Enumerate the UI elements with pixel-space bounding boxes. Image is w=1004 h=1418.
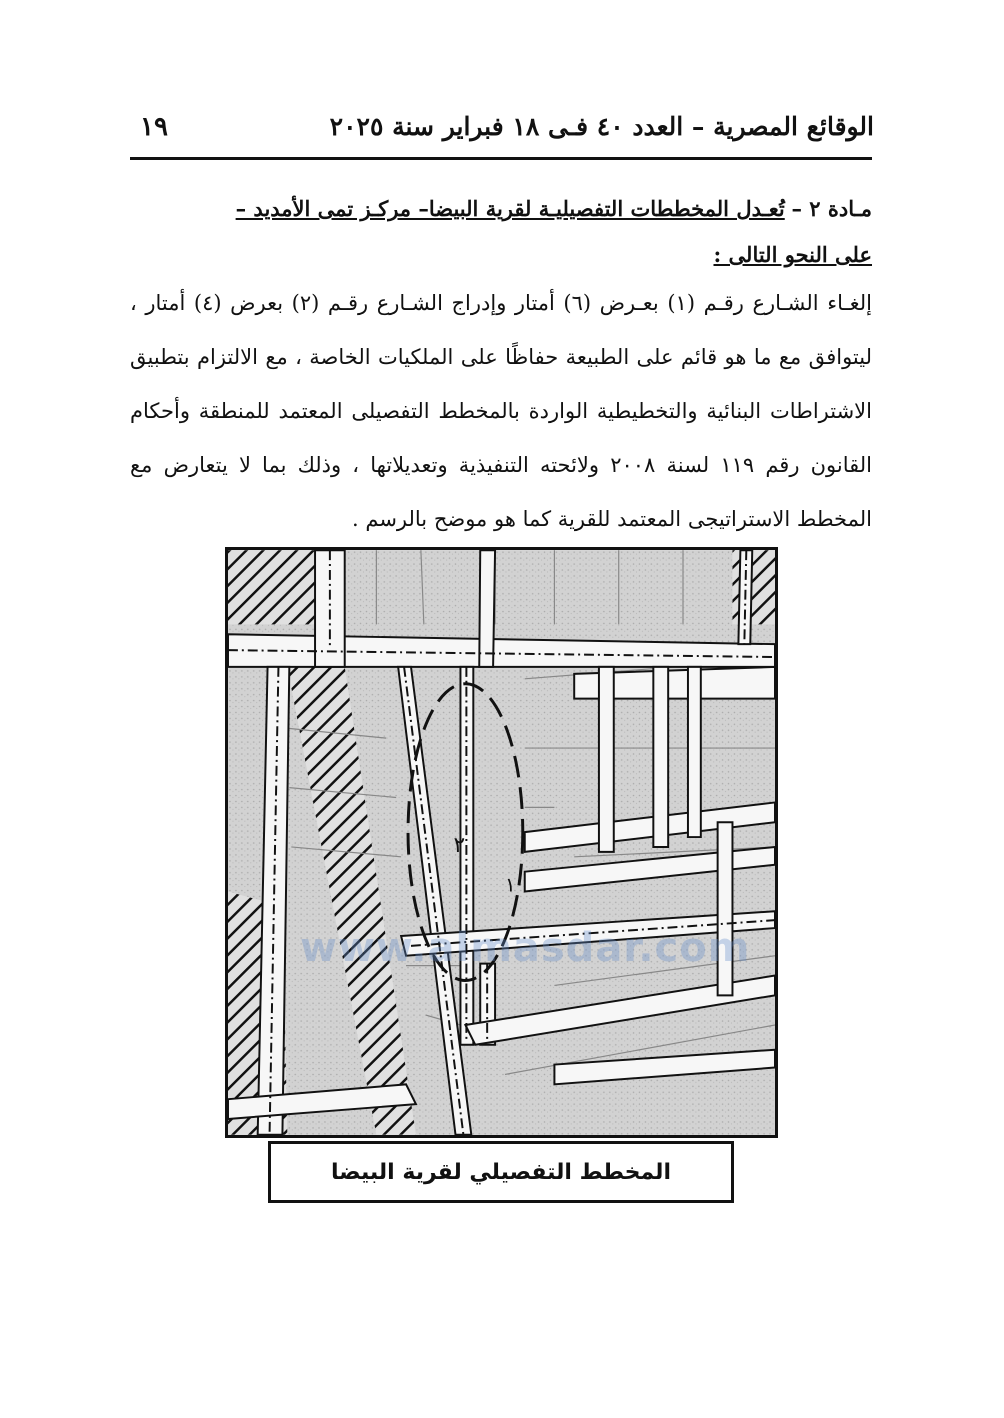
header-divider [130, 157, 872, 160]
street-label-1: ١ [504, 873, 516, 897]
article-line-1: تُعـدل المخططات التفصيليـة لقرية البيضا– مركـز تمى الأمديد – [235, 196, 785, 221]
article-line-2: على النحو التالى : [713, 242, 872, 267]
page-number: ١٩ [140, 112, 168, 142]
map-caption: المخطط التفصيلي لقرية البيضا [268, 1141, 734, 1203]
watermark-url: www.almasdar.com [300, 925, 751, 971]
article-heading [130, 186, 872, 278]
header-title: الوقائع المصرية – العدد ٤٠ فـى ١٨ فبراير سنة ٢٠٢٥ [329, 112, 874, 141]
detailed-plan-map [225, 547, 778, 1138]
article-label: مـادة ٢ – [791, 196, 872, 221]
article-body: إلغـاء الشـارع رقـم (١) بعـرض (٦) أمتار وإدراج الشـارع رقـم (٢) بعرض (٤) أمتار ، ليتوافق مع ما هو قائم على الطبيعة حفاظًا على الملكيات الخاصة ، مع الالتزام بتطبيق الاشتراطات البنائية والتخطيطية الواردة بالمخطط التفصيلى المعتمد للمنطقة وأحكام القانون رقم ١١٩ لسنة ٢٠٠٨ ولائحته التنفيذية وتعديلاتها ، وذلك بما لا يتعارض مع المخطط الاستراتيجى المعتمد للقرية كما هو موضح بالرسم . [130, 291, 872, 531]
street-label-2: ٢ [453, 832, 466, 858]
